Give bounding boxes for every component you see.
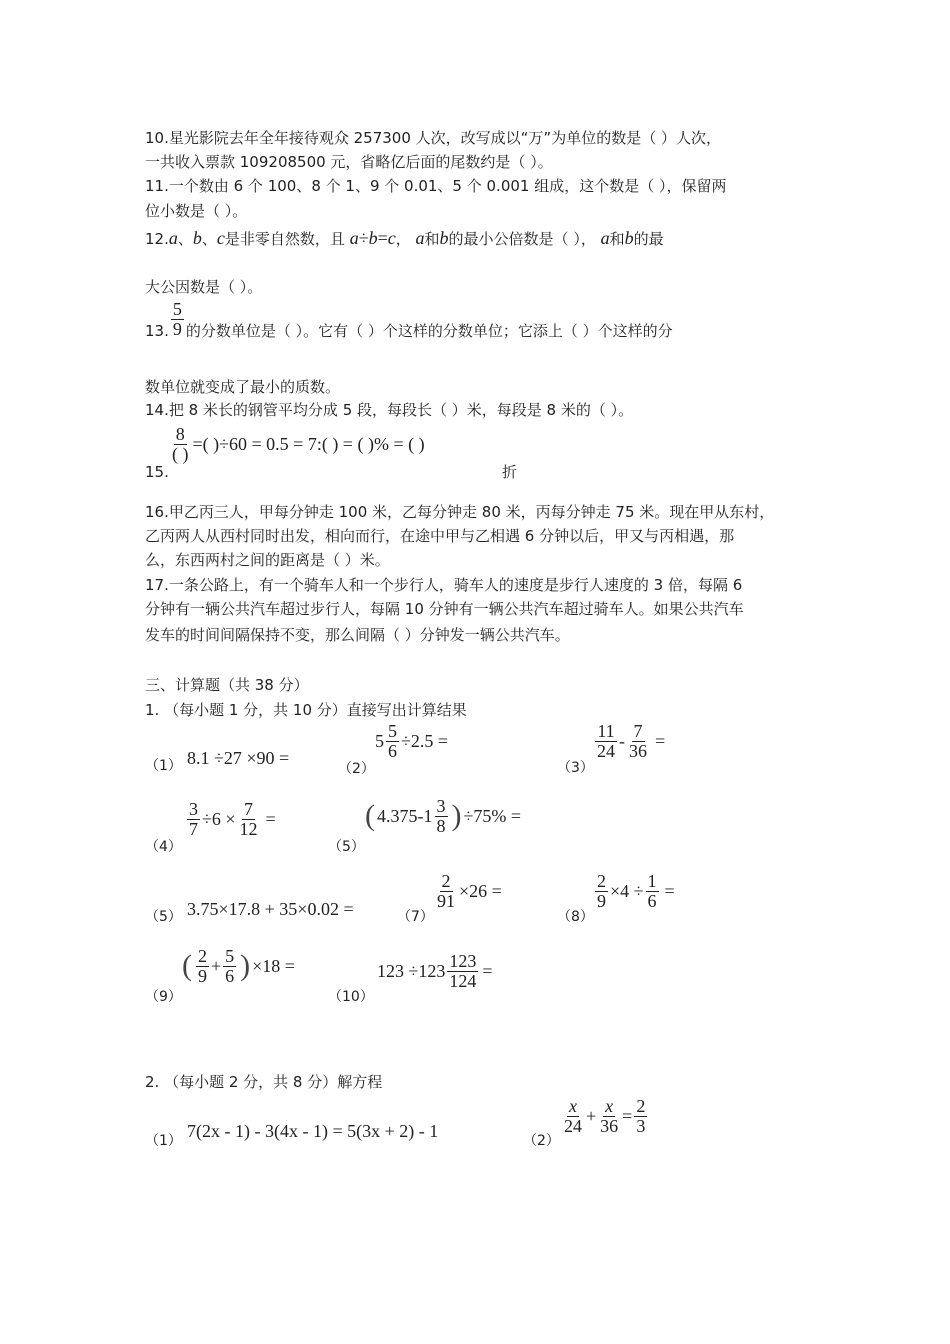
- label-9: （9）: [145, 989, 182, 1005]
- paren-right: ): [451, 799, 462, 833]
- calc-2: 5 $\frac{5}{6}$ ÷2.5 =: [375, 721, 449, 761]
- and-text: 和: [424, 230, 440, 248]
- fraction: $\frac{2}{3}$: [636, 1096, 646, 1136]
- fraction: $\frac{7}{12}$: [239, 799, 258, 839]
- fraction: $\frac{2}{9}$: [198, 946, 207, 986]
- calc-8: $\frac{2}{9}$ ×4 ÷ $\frac{1}{6}$ =: [597, 871, 675, 911]
- q13-number: 13.: [145, 321, 169, 340]
- fraction: $\frac{3}{7}$: [189, 799, 198, 839]
- fraction: $\frac{2}{91}$: [437, 871, 455, 911]
- q10-line1: 10.星光影院去年全年接待观众 257300 人次，改写成以“万”为单位的数是（ ）人次，: [145, 129, 721, 147]
- fraction: $\frac{5}{9}$: [172, 299, 182, 339]
- var-c: c: [387, 228, 396, 248]
- label-3: （3）: [557, 760, 594, 776]
- calc-4: $\frac{3}{7}$ ÷6 × $\frac{7}{12}$ =: [189, 799, 276, 839]
- q11-line2: 位小数是（ ）。: [145, 202, 248, 220]
- label-2: （2）: [338, 761, 375, 777]
- section-title: 三、计算题（共 38 分）: [145, 676, 309, 694]
- fraction: $\frac{x}{24}$: [564, 1096, 582, 1136]
- calc-5a: ( 4.375-1 $\frac{3}{8}$ ) ÷75% =: [365, 796, 522, 836]
- label-5b: （5）: [145, 909, 182, 925]
- calc-9: ( $\frac{2}{9}$ + $\frac{5}{6}$ ) ×18 =: [182, 946, 295, 986]
- var-a: a: [415, 228, 425, 248]
- var-b: b: [624, 228, 634, 248]
- label-10: （10）: [328, 989, 374, 1005]
- div-sign: ÷: [358, 228, 369, 248]
- fraction: $\frac{123}{124}$: [449, 951, 477, 991]
- var-b: b: [368, 228, 378, 248]
- q12-text: 的最: [633, 230, 664, 248]
- fraction: $\frac{11}{24}$: [597, 721, 615, 761]
- q12-text: 的最小公倍数是（ ），: [448, 230, 596, 248]
- paren-left: (: [182, 949, 192, 983]
- q16-line3: 么，东西两村之间的距离是（ ）米。: [145, 551, 390, 569]
- equation-1: 7(2x - 1) - 3(4x - 1) = 5(3x + 2) - 1: [187, 1121, 439, 1141]
- q12-line2: 大公因数是（ ）。: [145, 278, 263, 296]
- separator: 、: [201, 230, 217, 248]
- q16-line2: 乙丙两人从西村同时出发，相向而行，在途中甲与乙相遇 6 分钟以后，甲又与丙相遇，那: [145, 527, 735, 545]
- calc-5b: 3.75×17.8 + 35×0.02 =: [187, 899, 354, 919]
- q15-suffix: 折: [502, 463, 518, 481]
- q13-line1: [145, 300, 673, 343]
- var-a: a: [168, 228, 178, 248]
- fraction: $\frac{5}{6}$: [225, 946, 235, 986]
- eq-sign: =: [377, 228, 388, 248]
- q17-line2: 分钟有一辆公共汽车超过步行人，每隔 10 分钟有一辆公共汽车超过骑车人。如果公共汽车: [145, 600, 744, 618]
- q17-line1: 17.一条公路上，有一个骑车人和一个步行人，骑车人的速度是步行人速度的 3 倍，每隔 6: [145, 576, 743, 594]
- calc-3: $\frac{11}{24}$ - $\frac{7}{36}$ =: [597, 721, 666, 761]
- q12-text: 是非零自然数，且: [224, 230, 345, 248]
- fraction: $\frac{3}{8}$: [436, 796, 446, 836]
- fraction: $\frac{1}{6}$: [647, 871, 657, 911]
- var-a: a: [349, 228, 359, 248]
- equation-2: $\frac{x}{24}$ + $\frac{x}{36}$ = $\frac{2}{3}$: [564, 1096, 646, 1136]
- label-1: （1）: [145, 758, 182, 774]
- and-text: 和: [609, 230, 625, 248]
- q11-line1: 11.一个数由 6 个 100、8 个 1、9 个 0.01、5 个 0.001 组成，这个数是（ ），保留两: [145, 177, 727, 195]
- q12-line1: [145, 226, 664, 251]
- label-5a: （5）: [328, 839, 365, 855]
- q15-chain: =( )÷60 = 0.5 = 7:( ) = ( )% = ( ): [192, 433, 425, 454]
- q17-line3: 发车的时间间隔保持不变，那么间隔（ ）分钟发一辆公共汽车。: [145, 626, 570, 644]
- part2-heading: 2. （每小题 2 分，共 8 分）解方程: [145, 1073, 383, 1091]
- fraction: $\frac{7}{36}$: [629, 721, 647, 761]
- calc-7: $\frac{2}{91}$ ×26 =: [437, 871, 502, 911]
- eq-label-1: （1）: [145, 1133, 182, 1149]
- q16-line1: 16.甲乙丙三人，甲每分钟走 100 米，乙每分钟走 80 米，丙每分钟走 75 米。现在甲从东村，: [145, 503, 775, 521]
- q10-line2: 一共收入票款 109208500 元，省略亿后面的尾数约是（ ）。: [145, 153, 553, 171]
- q13-text: 的分数单位是（ ）。它有（ ）个这样的分数单位；它添上（ ）个这样的分: [185, 321, 673, 340]
- fraction: $\frac{2}{9}$: [597, 871, 606, 911]
- label-4: （4）: [145, 839, 182, 855]
- fraction: $\frac{x}{36}$: [600, 1096, 619, 1136]
- comma: ，: [395, 230, 411, 248]
- part1-heading: 1. （每小题 1 分，共 10 分）直接写出计算结果: [145, 701, 467, 719]
- calc-10: 123 ÷123 $\frac{123}{124}$ =: [377, 951, 493, 991]
- var-c: c: [216, 228, 225, 248]
- var-a: a: [600, 228, 610, 248]
- var-b: b: [192, 228, 202, 248]
- separator: 、: [177, 230, 193, 248]
- paren-left: (: [365, 799, 375, 833]
- q15-number: 15.: [145, 463, 169, 481]
- q12-number: 12.: [145, 230, 169, 248]
- paren-right: ): [240, 949, 251, 983]
- fraction: $\frac{8}{( )}$: [172, 424, 189, 464]
- var-b: b: [439, 228, 449, 248]
- fraction: $\frac{5}{6}$: [388, 721, 397, 761]
- q14-line: 14.把 8 米长的钢管平均分成 5 段，每段长（ ）米，每段是 8 米的（ ）。: [145, 401, 634, 419]
- eq-label-2: （2）: [523, 1133, 560, 1149]
- calc-1: 8.1 ÷27 ×90 =: [187, 748, 290, 768]
- q15-expression: [168, 425, 425, 464]
- label-8: （8）: [557, 909, 594, 925]
- label-7: （7）: [397, 909, 434, 925]
- q13-line2: 数单位就变成了最小的质数。: [145, 378, 341, 396]
